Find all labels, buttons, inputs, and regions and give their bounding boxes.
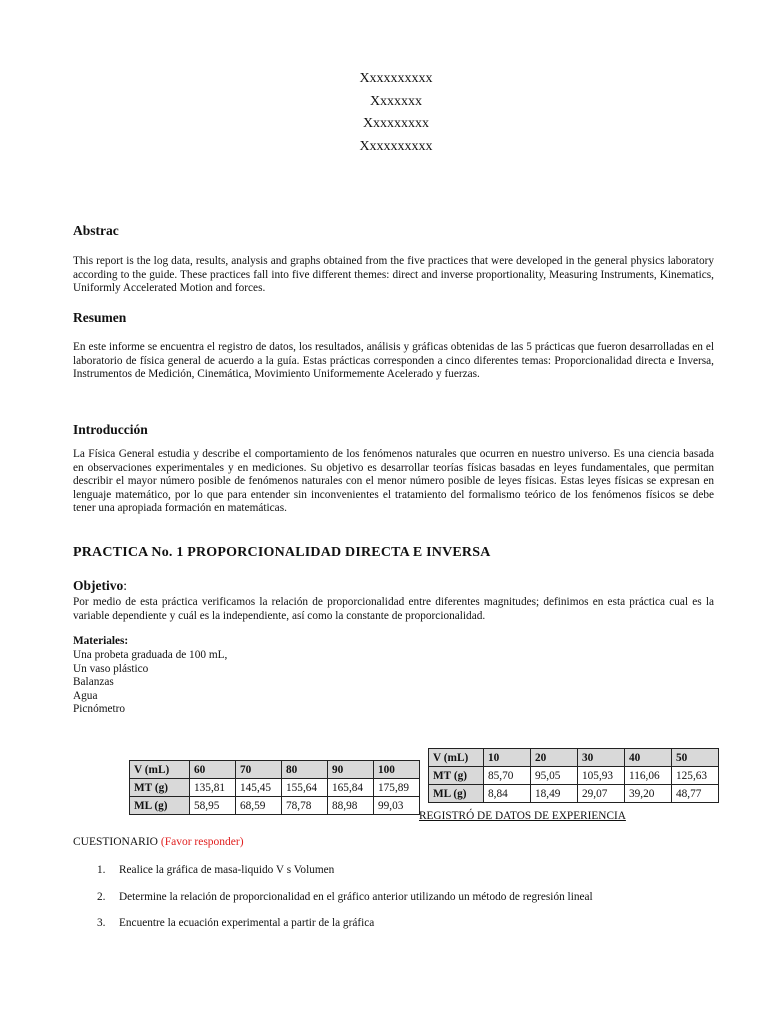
objetivo-colon: :	[123, 578, 128, 593]
data-table-1	[129, 760, 420, 815]
cuestionario-heading	[73, 836, 244, 848]
question-item	[97, 864, 334, 876]
table-cell: 10	[484, 749, 531, 767]
table-cell: 60	[190, 761, 236, 779]
question-number: 1.	[97, 864, 106, 876]
introduccion-text: La Física General estudia y describe el comportamiento de los fenómenos naturales que ocurren en nuestro universo. Es una ciencia basada en observaciones experimentales y en mediciones. Su objetivo es desarrollar teorías físicas basadas en leyes fundamentales, que permitan describir el mayor número posible de fenómenos naturales con el menor número posible de leyes físicas. Estas leyes físicas se expresan en lenguaje matemático, por lo que para entender sin inconvenientes el tratamiento del formalismo teórico de los fenómenos físicos se debe tener una apropiada formación en matemáticas.	[73, 448, 714, 515]
table-row	[429, 767, 719, 785]
table-cell: 40	[625, 749, 672, 767]
question-text: Determine la relación de proporcionalidad en el gráfico anterior utilizando un método de regresión lineal	[119, 891, 593, 903]
objetivo-text: Por medio de esta práctica verificamos la relación de proporcionalidad entre diferentes magnitudes; definimos en esta práctica cual es la variable dependiente y cuál es la independiente, así como la constante de proporcionalidad.	[73, 596, 714, 622]
list-item: Un vaso plástico	[73, 662, 149, 675]
abstract-heading: Abstrac	[73, 223, 119, 238]
table-cell: 175,89	[374, 779, 420, 797]
list-item: Agua	[73, 689, 98, 702]
table-cell: 29,07	[578, 785, 625, 803]
table-cell: 155,64	[282, 779, 328, 797]
row-header: ML (g)	[130, 797, 190, 815]
table-caption: REGISTRÓ DE DATOS DE EXPERIENCIA	[419, 810, 626, 822]
table-cell: 48,77	[672, 785, 719, 803]
table-row	[130, 761, 420, 779]
introduccion-heading: Introducción	[73, 422, 148, 437]
row-header: V (mL)	[429, 749, 484, 767]
abstract-text: This report is the log data, results, analysis and graphs obtained from the five practices that were developed in the general physics laboratory according to the guide. These practices fall into five different themes: direct and inverse proportionality, Measuring Instruments, Kinematics, Uniformly Accelerated Motion and forces.	[73, 255, 714, 295]
table-cell: 100	[374, 761, 420, 779]
materiales-heading: Materiales:	[73, 635, 129, 647]
data-table-2	[428, 748, 719, 803]
author-name: Xxxxxxx	[369, 93, 423, 109]
table-cell: 20	[531, 749, 578, 767]
table-cell: 90	[328, 761, 374, 779]
row-header: MT (g)	[130, 779, 190, 797]
table-cell: 18,49	[531, 785, 578, 803]
table-cell: 80	[282, 761, 328, 779]
objetivo-heading	[73, 578, 127, 594]
table-cell: 105,93	[578, 767, 625, 785]
question-number: 3.	[97, 917, 106, 929]
practica-title: PRACTICA No. 1 PROPORCIONALIDAD DIRECTA E INVERSA	[73, 545, 491, 560]
question-item	[97, 891, 593, 903]
table-row	[429, 749, 719, 767]
question-number: 2.	[97, 891, 106, 903]
author-block	[0, 68, 768, 158]
author-name: Xxxxxxxxx	[362, 116, 430, 131]
question-item	[97, 917, 374, 929]
table-cell: 116,06	[625, 767, 672, 785]
table-cell: 125,63	[672, 767, 719, 785]
table-cell: 145,45	[236, 779, 282, 797]
resumen-heading: Resumen	[73, 310, 127, 325]
table-cell: 99,03	[374, 797, 420, 815]
table-cell: 165,84	[328, 779, 374, 797]
table-cell: 85,70	[484, 767, 531, 785]
cuestionario-note: (Favor responder)	[160, 836, 244, 848]
question-text: Realice la gráfica de masa-liquido V s Volumen	[119, 864, 335, 876]
table-cell: 50	[672, 749, 719, 767]
list-item: Una probeta graduada de 100 mL,	[73, 649, 228, 661]
table-cell: 88,98	[328, 797, 374, 815]
cuestionario-label: CUESTIONARIO	[73, 836, 158, 848]
row-header: MT (g)	[429, 767, 484, 785]
table-cell: 68,59	[236, 797, 282, 815]
table-cell: 30	[578, 749, 625, 767]
row-header: ML (g)	[429, 785, 484, 803]
table-cell: 95,05	[531, 767, 578, 785]
table-row	[130, 797, 420, 815]
author-name: Xxxxxxxxxx	[359, 138, 433, 154]
list-item: Balanzas	[73, 676, 114, 689]
table-cell: 78,78	[282, 797, 328, 815]
row-header: V (mL)	[130, 761, 190, 779]
table-cell: 8,84	[484, 785, 531, 803]
table-cell: 58,95	[190, 797, 236, 815]
table-cell: 135,81	[190, 779, 236, 797]
author-name: Xxxxxxxxxx	[359, 71, 433, 86]
resumen-text: En este informe se encuentra el registro de datos, los resultados, análisis y gráficas obtenidas de las 5 prácticas que fueron desarrolladas en el laboratorio de física general de acuerdo a la guía. Estas prácticas corresponden a cinco diferentes temas: Proporcionalidad directa e Inversa, Instrumentos de Medición, Cinemática, Movimiento Uniformemente Acelerado y fuerzas.	[73, 341, 714, 381]
table-row	[130, 779, 420, 797]
question-text: Encuentre la ecuación experimental a partir de la gráfica	[119, 917, 375, 929]
table-cell: 70	[236, 761, 282, 779]
materiales-list	[73, 649, 227, 717]
list-item: Picnómetro	[73, 703, 126, 716]
table-row	[429, 785, 719, 803]
objetivo-label: Objetivo	[73, 578, 124, 593]
table-cell: 39,20	[625, 785, 672, 803]
